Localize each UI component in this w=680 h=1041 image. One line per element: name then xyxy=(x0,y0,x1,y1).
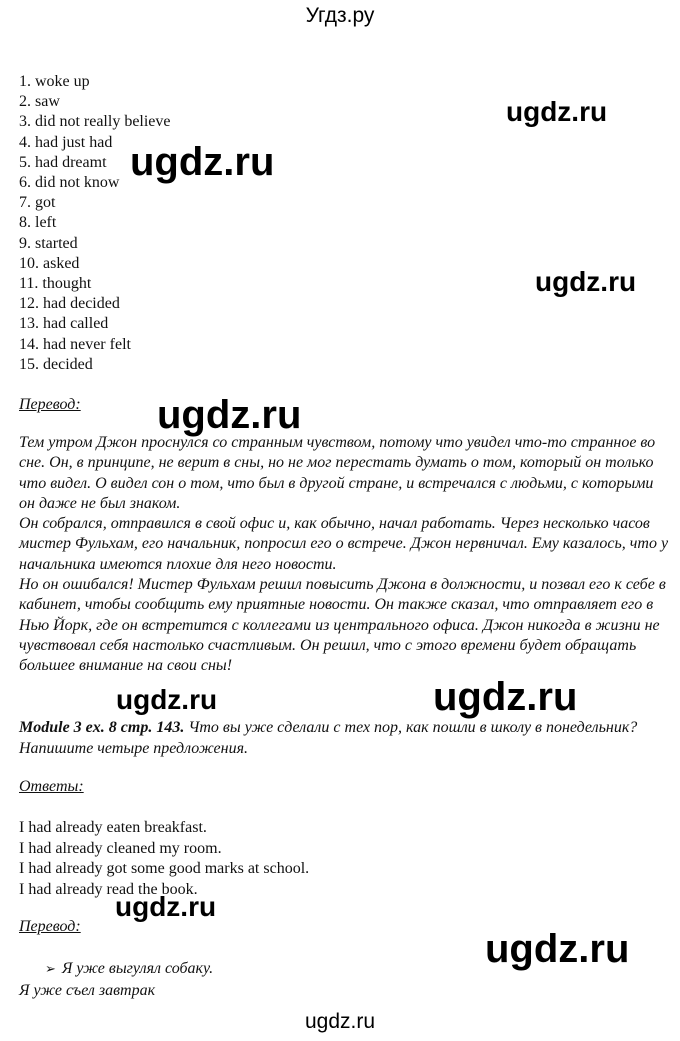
paragraph: Но он ошибался! Мистер Фульхам решил повысить Джона в должности, и позвал его к себе в кабинет, чтобы сообщить ему приятные новости. Он также сказал, что отправляет его в Нью Йорк, где он встретится с коллегами из центрального офиса. Джон никогда в жизни не чувствовал себя настолько счастливым. Он решил, что с этого времени будет обращать большее внимание на свои сны! xyxy=(19,576,666,675)
translation-heading: Перевод: xyxy=(19,396,81,413)
site-header: Угдз.ру xyxy=(305,4,375,27)
exercise-label: Module 3 ex. 8 стр. 143. xyxy=(19,719,185,736)
watermark: ugdz.ru xyxy=(115,891,217,922)
list-item: 11. thought xyxy=(19,275,92,293)
watermark: ugdz.ru xyxy=(116,684,218,715)
translation-heading: Перевод: xyxy=(19,918,81,935)
list-item: 13. had called xyxy=(19,315,109,333)
list-item: 14. had never felt xyxy=(19,335,131,353)
paragraph: Он собрался, отправился в свой офис и, как обычно, начал работать. Через несколько часов мистер Фульхам, его начальник, попросил его о встрече. Джон нервничал. Ему казалось, что у начальника имеются плохие для него новости. xyxy=(19,515,669,573)
bullet-item xyxy=(45,960,213,978)
list-item: I had already eaten breakfast. xyxy=(19,819,207,836)
list-item: 6. did not know xyxy=(19,174,120,192)
watermark: ugdz.ru xyxy=(157,393,302,437)
answers-list xyxy=(19,72,171,375)
list-item: 3. did not really believe xyxy=(19,113,171,131)
bullet-text: Я уже выгулял собаку. xyxy=(61,960,214,977)
list-item: 4. had just had xyxy=(19,133,113,151)
list-item: 8. left xyxy=(19,214,57,232)
list-item: 12. had decided xyxy=(19,295,120,313)
list-item: 2. saw xyxy=(19,93,60,111)
answers-sentences xyxy=(19,818,309,900)
watermark: ugdz.ru xyxy=(535,266,637,297)
watermark: ugdz.ru xyxy=(130,140,275,184)
list-item: 5. had dreamt xyxy=(19,153,107,171)
list-item: 9. started xyxy=(19,234,78,252)
site-footer: ugdz.ru xyxy=(304,1010,376,1033)
answers-heading: Ответы: xyxy=(19,778,84,795)
exercise-question: Что вы уже сделали с тех пор, как пошли в школу в понедельник? Напишите четыре предложения. xyxy=(19,719,638,757)
list-item: 1. woke up xyxy=(19,73,90,90)
list-item: I had already cleaned my room. xyxy=(19,839,222,857)
watermark: ugdz.ru xyxy=(433,675,578,719)
translation-text xyxy=(19,433,669,677)
list-item: 10. asked xyxy=(19,254,80,272)
paragraph: Тем утром Джон проснулся со странным чувством, потому что увидел что-то странное во сне. Он, в принципе, не верит в сны, но не мог перестать думать о том, который он только что видел. О видел сон о том, что был в другой стране, и встречался с людьми, с которыми он даже не был знаком. xyxy=(19,434,656,512)
watermark: ugdz.ru xyxy=(485,927,630,971)
exercise-header xyxy=(19,718,669,759)
arrow-bullet-icon: ➢ xyxy=(45,962,56,977)
list-item: I had already read the book. xyxy=(19,880,198,898)
watermark: ugdz.ru xyxy=(506,96,608,127)
list-item: 7. got xyxy=(19,194,56,212)
list-item: I had already got some good marks at school. xyxy=(19,860,310,877)
list-item: 15. decided xyxy=(19,355,93,373)
translation-line: Я уже съел завтрак xyxy=(19,982,156,999)
